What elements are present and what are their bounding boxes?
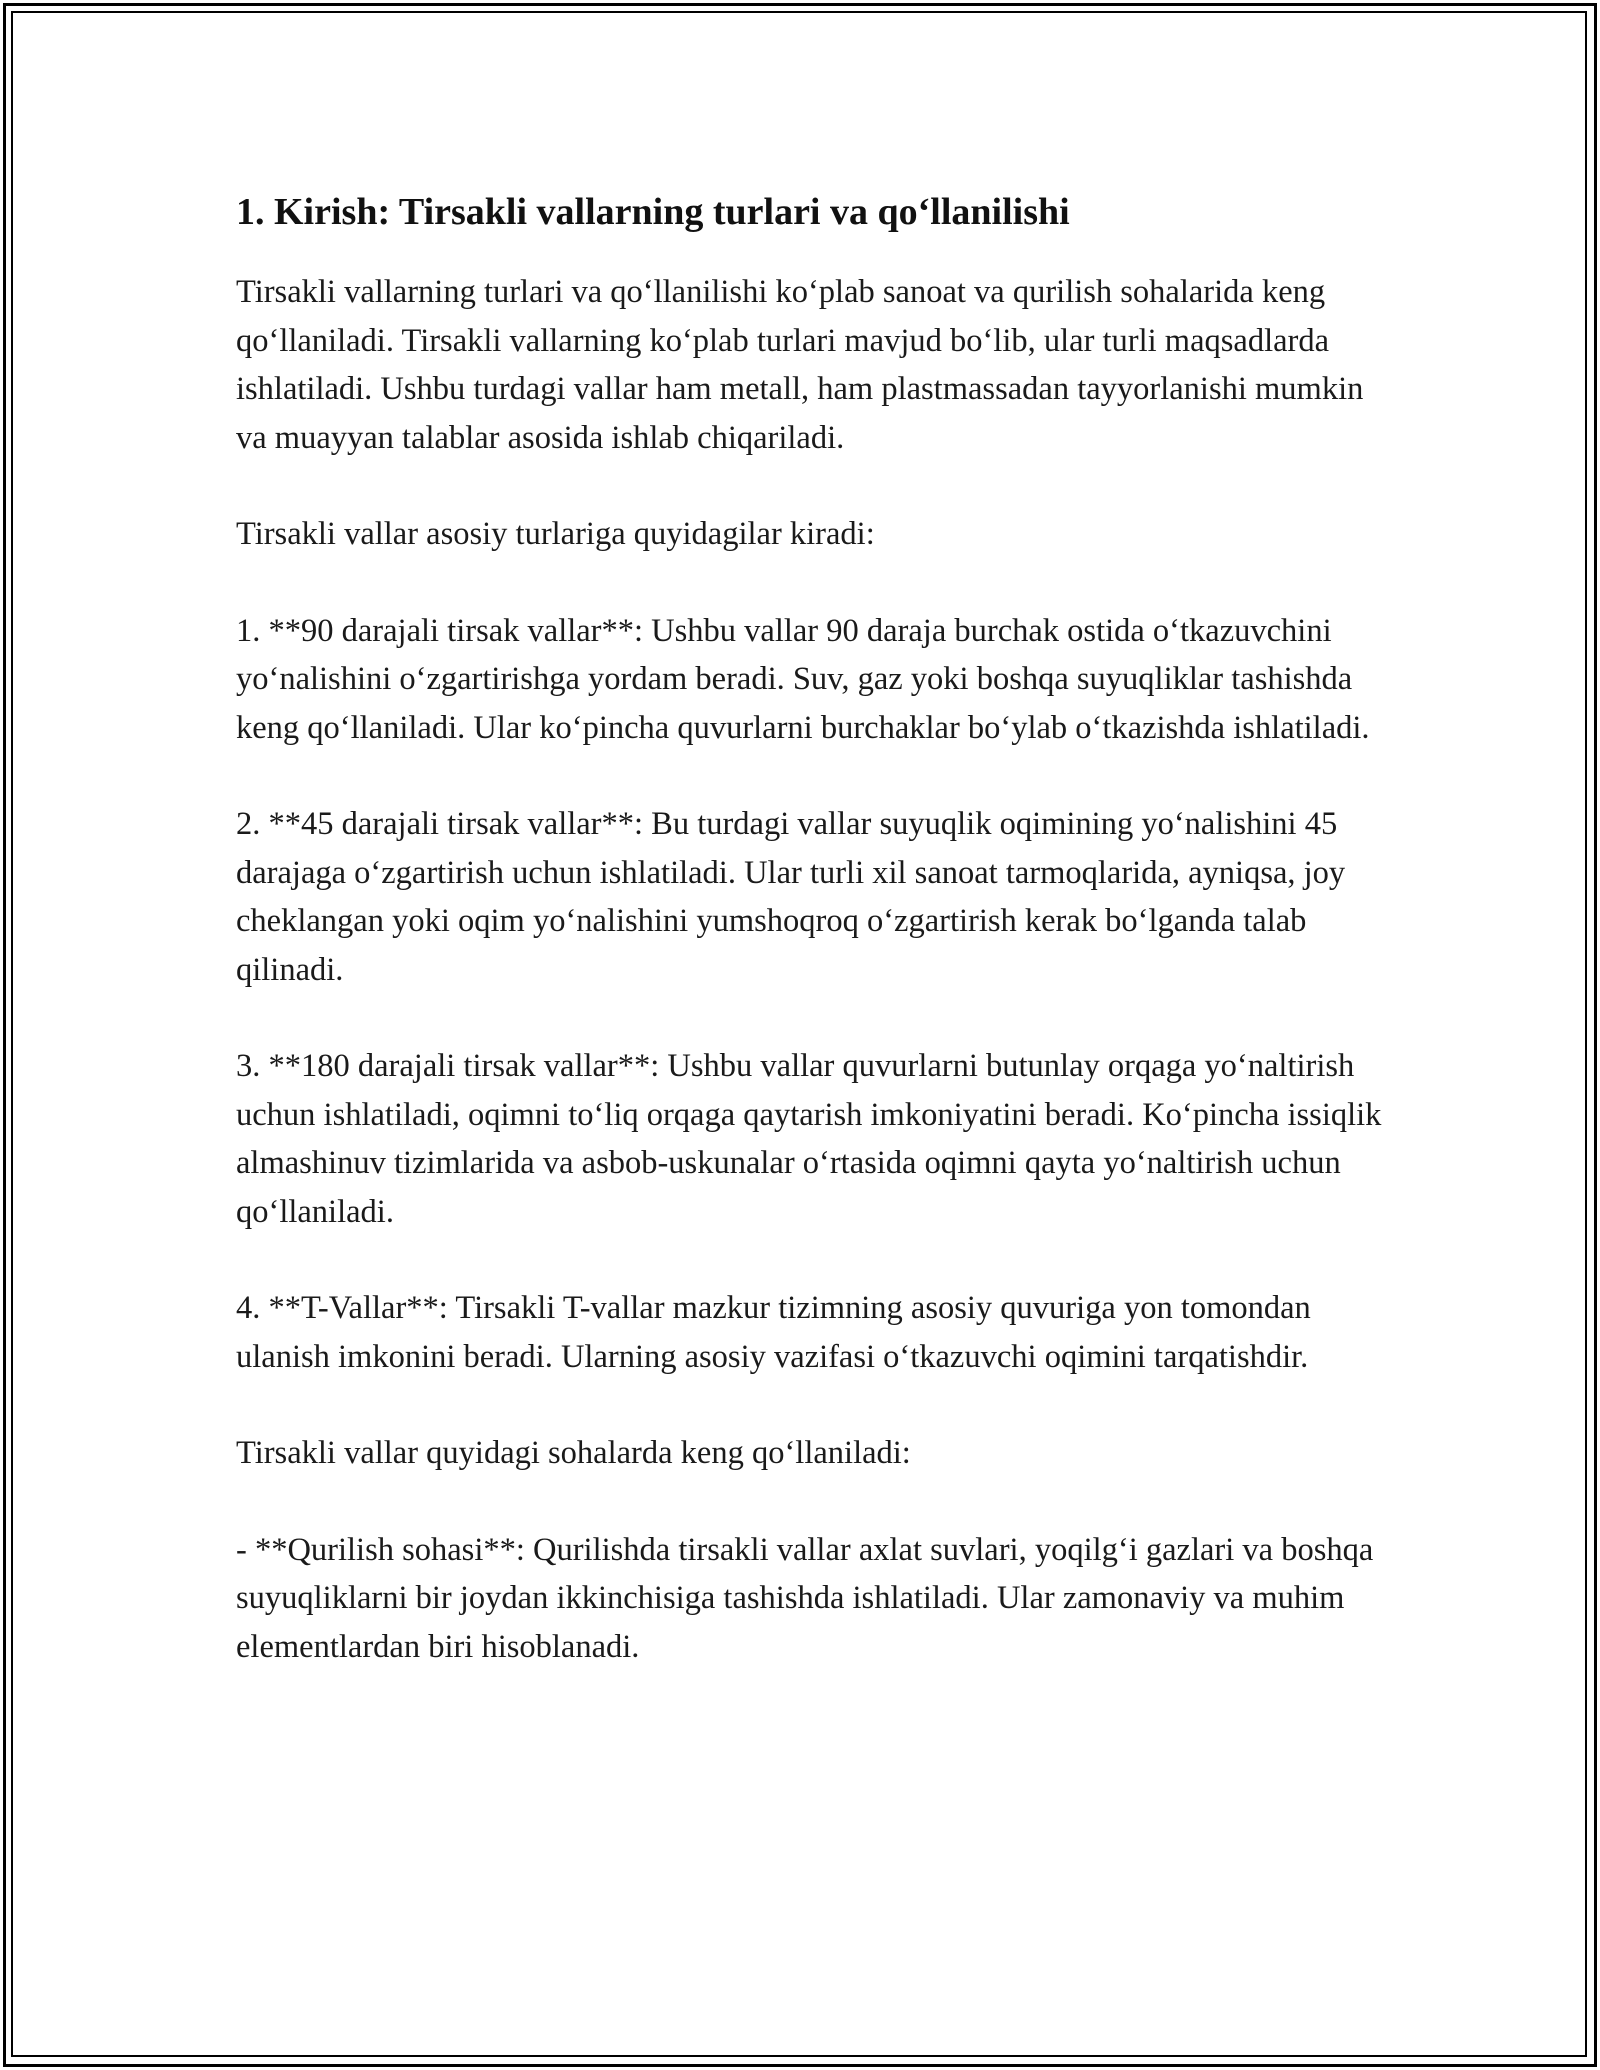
types-lead-paragraph: Tirsakli vallar asosiy turlariga quyidagilar kiradi: <box>236 516 875 552</box>
list-item-t-vallar: 4. **T-Vallar**: Tirsakli T-vallar mazkur tizimning asosiy quvuriga yon tomondan ulanish imkonini beradi. Ularning asosiy vazifasi o‘tkazuvchi oqimini tarqatishdir. <box>236 1290 1311 1375</box>
document-body <box>236 186 1386 1719</box>
applications-lead-paragraph: Tirsakli vallar quyidagi sohalarda keng qo‘llaniladi: <box>236 1435 911 1471</box>
section-heading: 1. Kirish: Tirsakli vallarning turlari va qo‘llanilishi <box>236 191 1070 233</box>
list-item-45-degree: 2. **45 darajali tirsak vallar**: Bu turdagi vallar suyuqlik oqimining yo‘nalishini 45 darajaga o‘zgartirish uchun ishlatiladi. Ular turli xil sanoat tarmoqlarida, ayniqsa, joy cheklangan yoki oqim yo‘nalishini yumshoqroq o‘zgartirish kerak bo‘lganda talab qilinadi. <box>236 806 1346 988</box>
intro-paragraph: Tirsakli vallarning turlari va qo‘llanilishi ko‘plab sanoat va qurilish sohalarida keng qo‘llaniladi. Tirsakli vallarning ko‘plab turlari mavjud bo‘lib, ular turli maqsadlarda ishlatiladi. Ushbu turdagi vallar ham metall, ham plastmassadan tayyorlanishi mumkin va muayyan talablar asosida ishlab chiqariladi. <box>236 274 1364 456</box>
list-item-90-degree: 1. **90 darajali tirsak vallar**: Ushbu vallar 90 daraja burchak ostida o‘tkazuvchini yo‘nalishini o‘zgartirishga yordam beradi. Suv, gaz yoki boshqa suyuqliklar tashishda keng qo‘llaniladi. Ular ko‘pincha quvurlarni burchaklar bo‘ylab o‘tkazishda ishlatiladi. <box>236 612 1370 746</box>
list-item-construction: - **Qurilish sohasi**: Qurilishda tirsakli vallar axlat suvlari, yoqilg‘i gazlari va boshqa suyuqliklarni bir joydan ikkinchisiga tashishda ishlatiladi. Ular zamonaviy va muhim elementlardan biri hisoblanadi. <box>236 1531 1374 1665</box>
list-item-180-degree: 3. **180 darajali tirsak vallar**: Ushbu vallar quvurlarni butunlay orqaga yo‘naltirish uchun ishlatiladi, oqimni to‘liq orqaga qaytarish imkoniyatini beradi. Ko‘pincha issiqlik almashinuv tizimlarida va asbob-uskunalar o‘rtasida oqimni qayta yo‘naltirish uchun qo‘llaniladi. <box>236 1048 1382 1230</box>
